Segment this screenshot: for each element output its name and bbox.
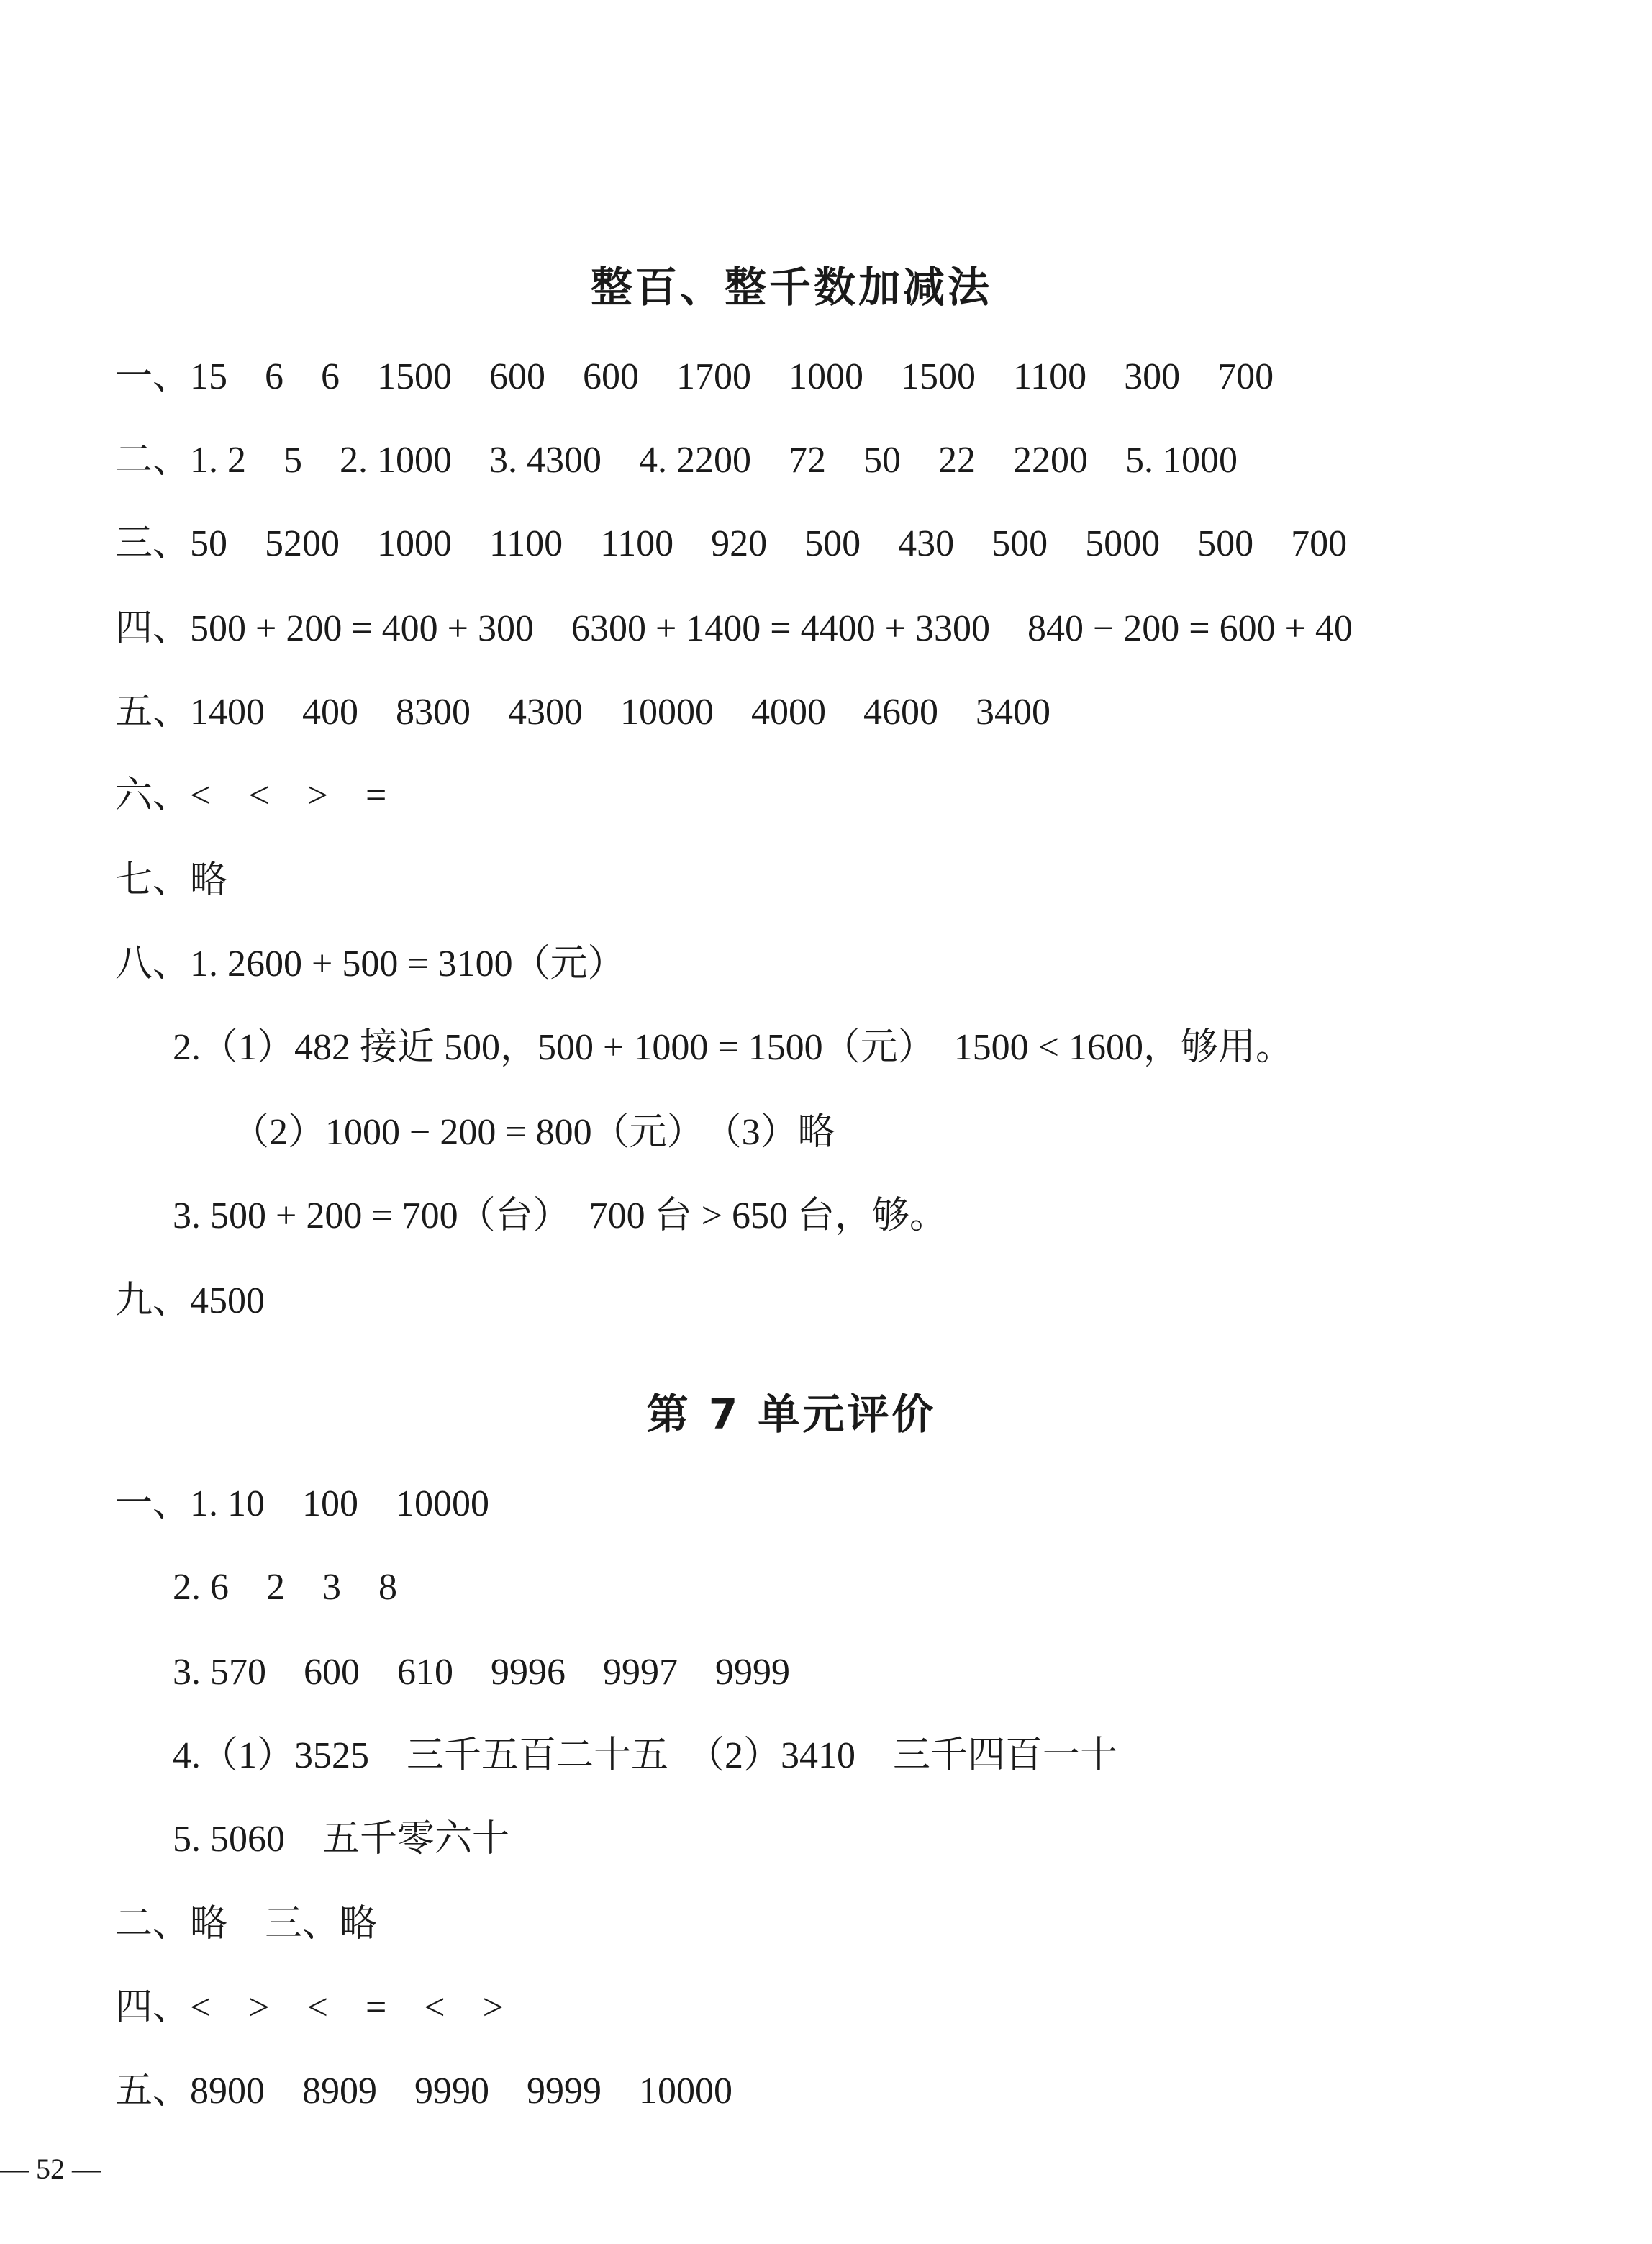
- answer-line-1: 一、15 6 6 1500 600 600 1700 1000 1500 1100 300 700: [115, 356, 1274, 397]
- eval-line-1: 一、1. 10 100 10000: [115, 1483, 490, 1524]
- answer-line-3: 三、50 5200 1000 1100 1100 920 500 430 500 5000 500 700: [115, 523, 1348, 564]
- eval-line-2-3: 二、略 三、略: [115, 1904, 378, 1945]
- eval-line-1-2: 2. 6 2 3 8: [173, 1567, 398, 1608]
- answer-line-8: 八、1. 2600 + 500 = 3100（元）: [115, 944, 625, 985]
- section-title-whole-hundred-thousand-add-subtract: 整百、整千数加减法: [590, 263, 992, 312]
- eval-line-1-3: 3. 570 600 610 9996 9997 9999: [173, 1652, 791, 1693]
- answer-line-8-2: 2.（1）482 接近 500，500 + 1000 = 1500（元） 1500 < 1600，够用。: [173, 1027, 1293, 1068]
- answer-line-9: 九、4500: [115, 1280, 266, 1321]
- eval-line-1-4: 4.（1）3525 三千五百二十五 （2）3410 三千四百一十: [173, 1735, 1118, 1776]
- page-number: — 52 —: [0, 2153, 101, 2185]
- answer-line-6: 六、< < > =: [115, 775, 387, 816]
- answer-line-2: 二、1. 2 5 2. 1000 3. 4300 4. 2200 72 50 22 2200 5. 1000: [115, 440, 1238, 481]
- answer-line-8-2b: （2）1000 − 200 = 800（元） （3）略: [232, 1112, 835, 1153]
- eval-line-1-5: 5. 5060 五千零六十: [173, 1819, 510, 1860]
- answer-line-5: 五、1400 400 8300 4300 10000 4000 4600 3400: [115, 692, 1051, 733]
- answer-line-8-3: 3. 500 + 200 = 700（台） 700 台 > 650 台，够。: [173, 1195, 947, 1236]
- answer-line-4: 四、500 + 200 = 400 + 300 6300 + 1400 = 4400 + 3300 840 − 200 = 600 + 40: [115, 608, 1353, 649]
- eval-line-4: 四、< > < = < >: [115, 1987, 504, 2028]
- section-title-unit-7-evaluation: 第 7 单元评价: [646, 1390, 937, 1439]
- answer-line-7: 七、略: [115, 860, 228, 901]
- eval-line-5: 五、8900 8909 9990 9999 10000: [115, 2071, 733, 2112]
